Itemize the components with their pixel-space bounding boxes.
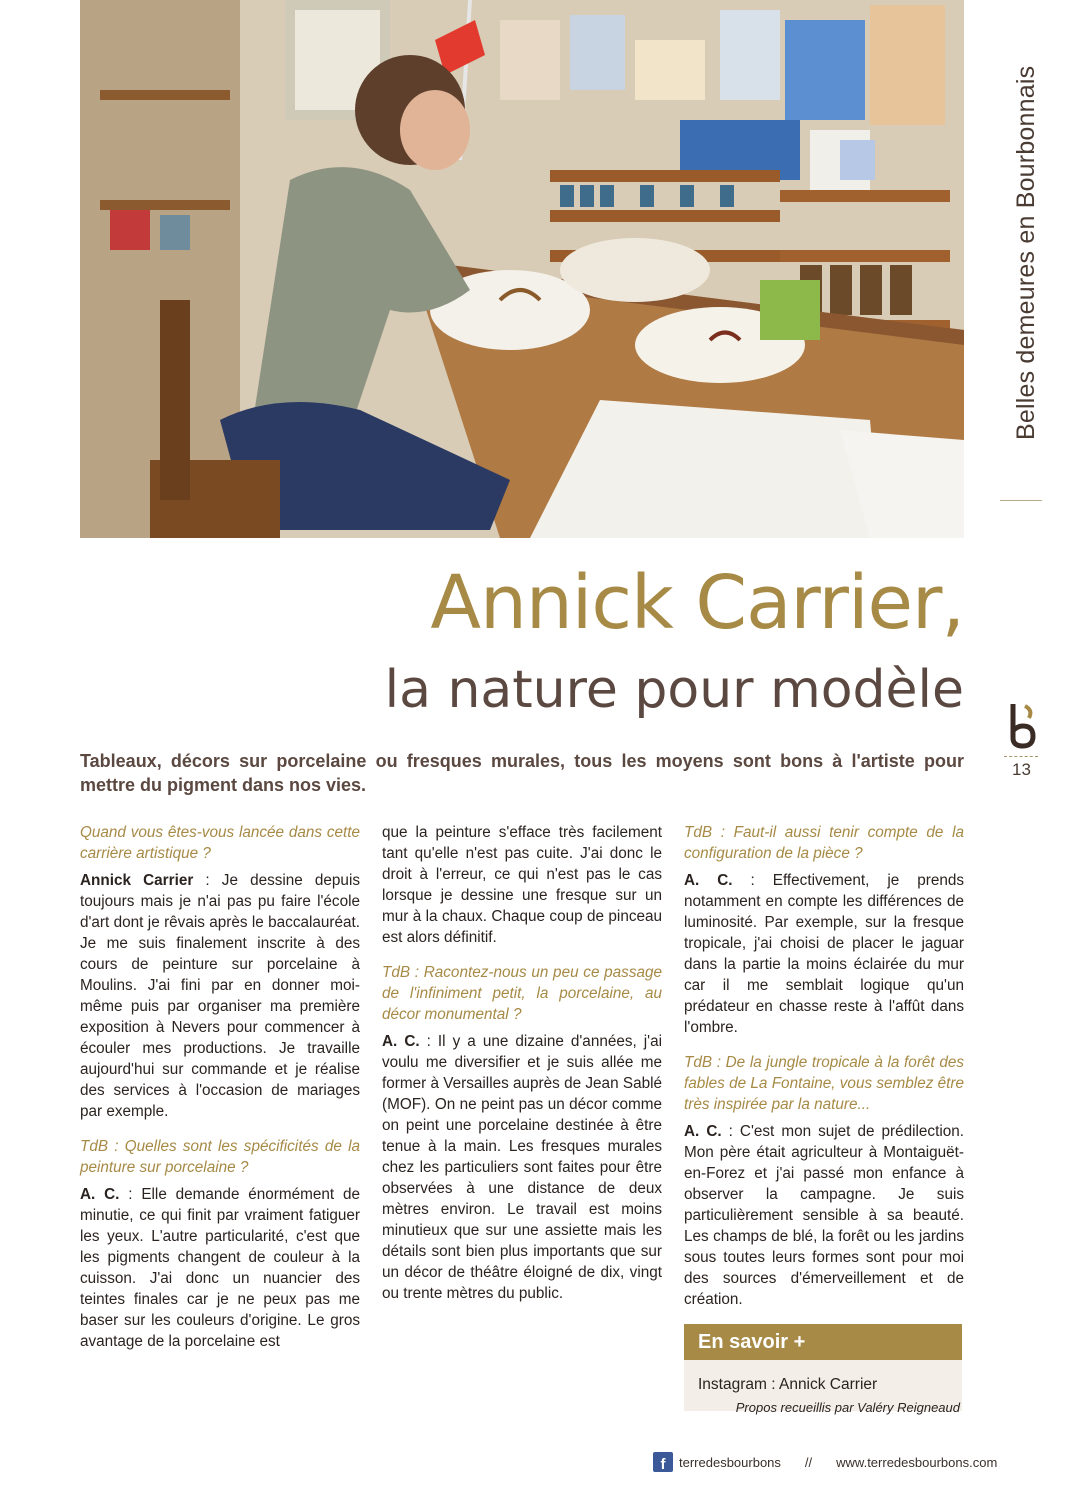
- info-box-title: En savoir +: [684, 1324, 962, 1360]
- answer-text: : C'est mon sujet de prédilection. Mon père était agriculteur à Montaiguët-en-Forez et j'ai passé mon enfance à observer la campagne. Je suis particulièrement sensible à sa beauté. Les champs de blé, la forêt ou les jardins sous toutes leurs formes sont pour moi des sources d'émerveillement et de création.: [684, 1123, 964, 1308]
- answer-1: [80, 870, 360, 1122]
- footer-separator: //: [804, 1454, 813, 1470]
- speaker-name: A. C.: [382, 1033, 420, 1050]
- question-1: Quand vous êtes-vous lancée dans cette carrière artistique ?: [80, 824, 360, 862]
- question-5: TdB : De la jungle tropicale à la forêt des fables de La Fontaine, vous semblez être très inspirée par la nature...: [684, 1054, 964, 1113]
- answer-2: [80, 1184, 360, 1352]
- page-footer: [653, 1452, 997, 1472]
- speaker-name: A. C.: [80, 1186, 120, 1203]
- page-number: 13: [1012, 760, 1031, 779]
- brand-logo-icon: [1003, 700, 1043, 750]
- facebook-icon[interactable]: f: [653, 1452, 673, 1472]
- page-number-divider: [1004, 756, 1038, 757]
- website-link[interactable]: www.terredesbourbons.com: [836, 1454, 998, 1470]
- answer-text: : Elle demande énormément de minutie, ce qui finit par vraiment fatiguer les yeux. L'autre particularité, c'est que les pigments changent de couleur à la cuisson. J'ai donc un nuancier des teintes finales car je ne peux pas me baser sur les couleurs d'origine. Le gros avantage de la porcelaine est: [80, 1186, 360, 1350]
- speaker-name: Annick Carrier: [80, 872, 194, 889]
- article-lead: Tableaux, décors sur porcelaine ou fresques murales, tous les moyens sont bons à l'artiste pour mettre du pigment dans nos vies.: [80, 751, 964, 795]
- hero-photo: [80, 0, 964, 538]
- answer-2-continued: que la peinture s'efface très facilement tant qu'elle n'est pas cuite. J'ai donc le droit à l'erreur, ce qui n'est pas le cas lorsque je dessine une fresque sur un mur à la chaux. Chaque coup de pinceau est alors définitif.: [382, 824, 662, 946]
- article-subtitle: la nature pour modèle: [384, 660, 964, 720]
- author-credit: Propos recueillis par Valéry Reigneaud: [735, 1400, 960, 1415]
- info-box: [684, 1324, 962, 1411]
- answer-3: [382, 1031, 662, 1304]
- question-2: TdB : Quelles sont les spécificités de la peinture sur porcelaine ?: [80, 1138, 360, 1176]
- text-column-3: [684, 822, 964, 1411]
- instagram-link[interactable]: Instagram : Annick Carrier: [684, 1360, 962, 1411]
- answer-text: : Je dessine depuis toujours mais je n'ai pas pu faire l'école d'art dont je rêvais après le baccalauréat. Je me suis finalement inscrite à des cours de peinture sur porcelaine à Moulins. J'ai fini par en donner moi-même puis par organiser ma première exposition à Nevers pour commencer à écouler mes productions. Je travaille aujourd'hui sur commande et je réalise des services à l'occasion de mariages par exemple.: [80, 872, 360, 1120]
- article-title: Annick Carrier,: [430, 560, 964, 646]
- rubric-divider: [1000, 500, 1042, 501]
- text-column-1: [80, 822, 360, 1366]
- speaker-name: A. C.: [684, 872, 733, 889]
- speaker-name: A. C.: [684, 1123, 722, 1140]
- answer-text: : Il y a une dizaine d'années, j'ai voulu me diversifier et je suis allée me former à Versailles auprès de Jean Sablé (MOF). On ne peint pas un décor comme on peint une porcelaine destinée à être tenue à la main. Les fresques murales chez les particuliers sont faites pour être observées à une distance de deux mètres environ. Le travail est moins minutieux que sur une assiette mais les détails sont bien plus importants que sur un décor de théâtre éloigné de dix, vingt ou trente mètres du public.: [382, 1033, 663, 1302]
- answer-4: [684, 870, 964, 1038]
- question-3: TdB : Racontez-nous un peu ce passage de l'infiniment petit, la porcelaine, au décor monumental ?: [382, 964, 662, 1023]
- section-rubric: Belles demeures en Bourbonnais: [1012, 65, 1040, 440]
- artist-studio-illustration: [80, 0, 964, 538]
- text-column-2: [382, 822, 662, 1318]
- answer-text: : Effectivement, je prends notamment en compte les différences de luminosité. Par exemple, sur la fresque tropicale, j'ai choisi de placer le jaguar dans la partie la moins éclairée du mur car il me semblait logique qu'un prédateur en chasse reste à l'affût dans l'ombre.: [684, 872, 964, 1036]
- question-4: TdB : Faut-il aussi tenir compte de la configuration de la pièce ?: [684, 824, 964, 862]
- answer-5: [684, 1121, 964, 1310]
- facebook-handle[interactable]: terredesbourbons: [679, 1454, 781, 1470]
